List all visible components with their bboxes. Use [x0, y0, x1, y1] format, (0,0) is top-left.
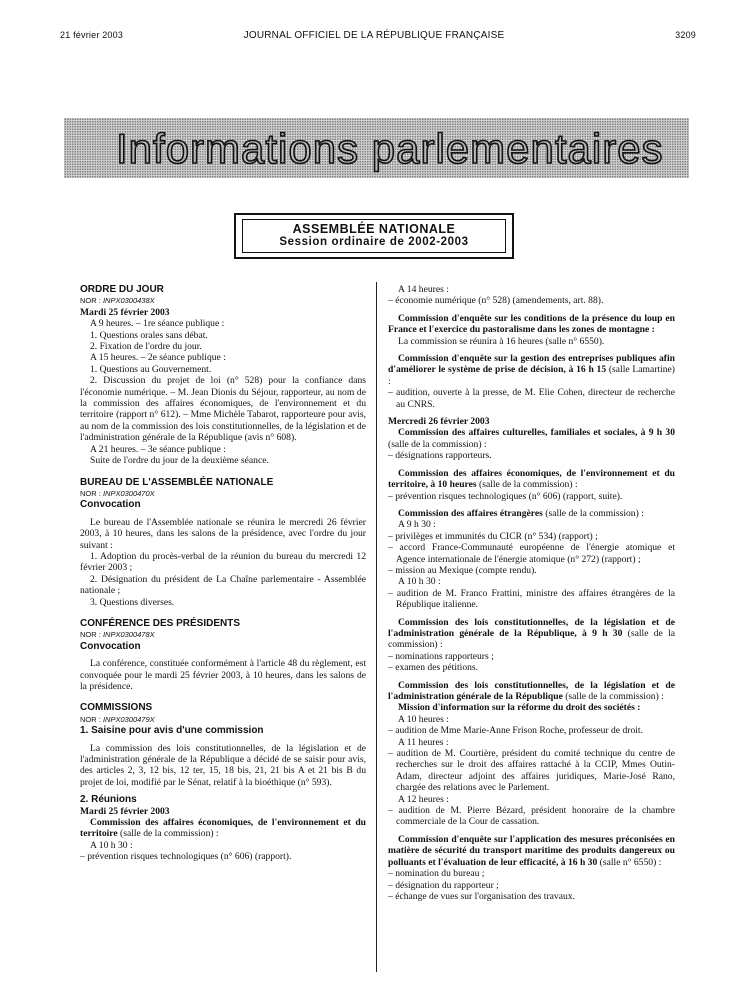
ordre-a15-2: 2. Discussion du projet de loi (n° 528) pour la confiance dans l'économie numérique. – M. Jean Dionis du Séjour, rapporteur, au nom de la commission des affaires économiques, de l'environnement et du territoire (rapport n° 612). – Mme Michèle Tabarot, rapporteure pour avis, au nom de la commission des lois constitutionnelles, de la législation et de l'administration générale de la République (avis n° 608). [80, 375, 366, 444]
merc-date: Mercredi 26 février 2003 [388, 416, 490, 428]
lois-title: Commission des lois constitutionnelles, de la législation et de l'administration générale de la République, à 9 h 30 (salle de la commission) : [388, 616, 676, 651]
entr-title: Commission d'enquête sur la gestion des entreprises publiques afin d'améliorer le système de prise de décision, à 16 h 15 (salle Lamartine) : [388, 353, 675, 387]
eco-title: Commission des affaires économiques, de l'environnement et du territoire, à 10 heures (salle de la commission) : [388, 467, 675, 491]
r-a14: A 14 heures : [398, 284, 449, 295]
etr-2: – accord France-Communauté européenne de l'énergie atomique et Agence internationale de l'énergie atomique (n° 272) (rapport) ; [388, 542, 675, 565]
comm-a10: A 10 h 30 : [90, 839, 133, 851]
header-date: 21 février 2003 [60, 30, 124, 40]
etr-a1030: A 10 h 30 : [398, 576, 441, 588]
comm-date: Mardi 25 février 2003 [80, 805, 170, 817]
ordre-date: Mardi 25 février 2003 [80, 306, 170, 318]
etr-1: – privilèges et immunités du CICR (n° 534) (rapport) ; [388, 530, 598, 542]
bureau-item-2: 2. Désignation du président de La Chaîne parlementaire - Assemblée nationale ; [80, 573, 366, 597]
bureau-text: Le bureau de l'Assemblée nationale se réunira le mercredi 26 février 2003, à 10 heures, dans les salons de la présidence, avec l'ordre du jour suivant : [80, 516, 366, 551]
column-divider [376, 282, 377, 972]
etr-4: – audition de M. Franco Frattini, ministre des affaires étrangères de la République italienne. [388, 587, 675, 611]
assembly-session: Session ordinaire de 2002-2003 [279, 236, 469, 248]
loup-title: Commission d'enquête sur les conditions de la présence du loup en France et l'exercice du pastoralisme dans les zones de montagne : [388, 312, 675, 336]
ordre-a9-2: 2. Fixation de l'ordre du jour. [90, 341, 202, 353]
conf-subtitle: Convocation [80, 640, 141, 652]
ordre-a15-1: 1. Questions au Gouvernement. [90, 363, 212, 375]
conf-title: CONFÉRENCE DES PRÉSIDENTS [80, 617, 241, 629]
lois2-title: Commission des lois constitutionnelles, de la législation et de l'administration générale de la République (salle de la commission) : [388, 679, 675, 702]
lois-2: – examen des pétitions. [388, 662, 479, 674]
mar-2: – désignation du rapporteur ; [388, 879, 499, 891]
mission-title: Mission d'information sur la réforme du droit des sociétés : [398, 702, 641, 714]
cult-title: Commission des affaires culturelles, familiales et sociales, à 9 h 30 (salle de la commission) : [388, 427, 675, 450]
m-3: – audition de M. Pierre Bézard, président honoraire de la chambre commerciale de la Cour de cassation. [388, 805, 675, 828]
bureau-item-1: 1. Adoption du procès-verbal de la réunion du bureau du mercredi 12 février 2003 ; [80, 550, 366, 574]
conf-nor: NOR : INPX0300478X [80, 630, 155, 640]
left-column [80, 284, 366, 863]
ordre-nor: NOR : INPX0300438X [80, 296, 155, 306]
ordre-a21-1: Suite de l'ordre du jour de la deuxième séance. [90, 455, 269, 467]
ordre-a21: A 21 heures. – 3e séance publique : [90, 443, 226, 455]
etr-a930: A 9 h 30 : [398, 519, 436, 531]
ordre-a9: A 9 heures. – 1re séance publique : [90, 318, 225, 330]
ordre-a15: A 15 heures. – 2e séance publique : [90, 352, 226, 364]
etr-3: – mission au Mexique (compte rendu). [388, 564, 537, 576]
mar-3: – échange de vues sur l'organisation des travaux. [388, 890, 575, 902]
m-1: – audition de Mme Marie-Anne Frison Roche, professeur de droit. [388, 725, 643, 737]
ordre-title: ORDRE DU JOUR [80, 284, 164, 295]
m-a12: A 12 heures : [398, 793, 449, 805]
comm-text-1: La commission des lois constitutionnelles, de la législation et de l'administration générale de la République a décidé de se saisir pour avis, des articles 2, 3, 12 bis, 12 ter, 15, 18 bis, 21, 21 bis A et 21 bis B du projet de loi, modifié par le Sénat, relatif à la bioéthique (n° 593). [80, 742, 366, 788]
header-journal: JOURNAL OFFICIEL DE LA RÉPUBLIQUE FRANÇAISE [243, 30, 505, 41]
right-column [388, 284, 675, 902]
m-a11: A 11 heures : [398, 736, 449, 748]
comm-subtitle-2: 2. Réunions [80, 794, 137, 806]
mar-1: – nomination du bureau ; [388, 868, 485, 880]
bureau-title: BUREAU DE L'ASSEMBLÉE NATIONALE [80, 476, 274, 488]
banner-title: Informations parlementaires [116, 125, 664, 172]
bureau-nor: NOR : INPX0300470X [80, 488, 155, 498]
comm-eco: Commission des affaires économiques, de l'environnement et du territoire (salle de la commission) : [80, 817, 366, 840]
cult-1: – désignations rapporteurs. [388, 450, 492, 462]
mar-title: Commission d'enquête sur l'application des mesures préconisées en matière de sécurité du transport maritime des produits dangereux ou polluants et l'évaluation de leur efficacité, à 16 h 30 (salle n° 6550) : [388, 833, 675, 868]
lois-1: – nominations rapporteurs ; [388, 650, 494, 662]
r-a14-1: – économie numérique (n° 528) (amendements, art. 88). [388, 295, 604, 307]
ordre-a9-1: 1. Questions orales sans débat. [90, 329, 208, 341]
bureau-item-3: 3. Questions diverses. [90, 596, 175, 608]
m-2: – audition de M. Courtière, président du comité technique du centre de recherches sur le droit des affaires rattaché à la CCIP, Mmes Outin-Adam, directeur adjoint des affaires juridiques, Marie-José Rano, chargée des relations avec le Parlement. [388, 748, 675, 794]
section-banner [64, 118, 689, 178]
entr-1: – audition, ouverte à la presse, de M. Elie Cohen, directeur de recherche au CNRS. [388, 387, 675, 410]
comm-a10-1: – prévention risques technologiques (n° 606) (rapport). [80, 851, 292, 863]
assembly-title: ASSEMBLÉE NATIONALE [292, 222, 456, 236]
conf-text: La conférence, constituée conformément à l'article 48 du règlement, est convoquée pour le mardi 25 février 2003, à 10 heures, dans les salons de la présidence. [80, 658, 366, 692]
eco-1: – prévention risques technologiques (n° 606) (rapport, suite). [388, 490, 623, 502]
comm-title: COMMISSIONS [80, 702, 153, 714]
comm-nor: NOR : INPX0300479X [80, 714, 155, 724]
loup-text: La commission se réunira à 16 heures (salle n° 6550). [398, 335, 605, 347]
comm-subtitle-1: 1. Saisine pour avis d'une commission [80, 725, 264, 737]
m-a10: A 10 heures : [398, 713, 449, 725]
etr-title: Commission des affaires étrangères (salle de la commission) : [398, 507, 644, 519]
bureau-subtitle: Convocation [80, 499, 141, 511]
header-page-number: 3209 [675, 30, 696, 40]
assembly-box [234, 213, 514, 259]
